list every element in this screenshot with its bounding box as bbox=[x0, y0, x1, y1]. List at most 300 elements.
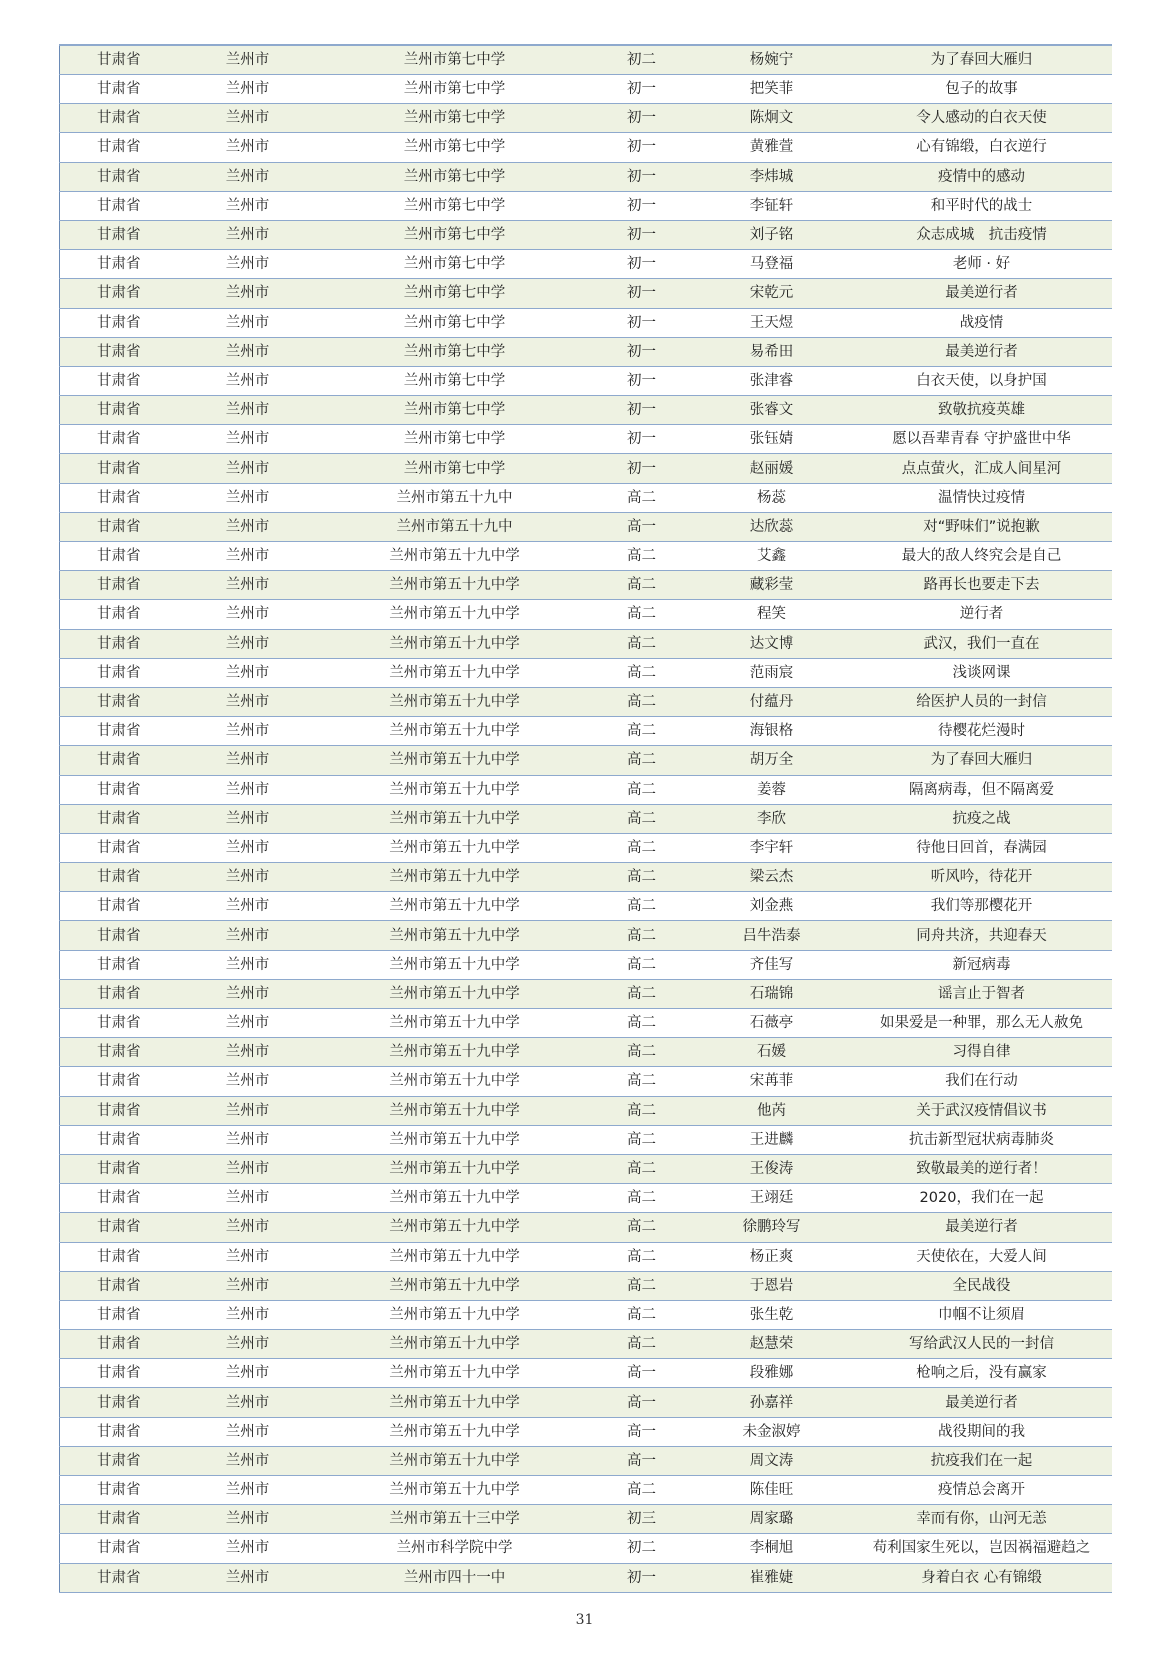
table-row bbox=[60, 717, 1112, 746]
city-cell: 兰州市 bbox=[178, 658, 318, 687]
school-cell: 兰州市第五十九中学 bbox=[318, 1271, 592, 1300]
province-cell: 甘肃省 bbox=[60, 1359, 178, 1388]
essay-title-cell: 新冠病毒 bbox=[852, 950, 1112, 979]
province-cell: 甘肃省 bbox=[60, 308, 178, 337]
grade-cell: 高二 bbox=[592, 658, 692, 687]
province-cell: 甘肃省 bbox=[60, 1213, 178, 1242]
essay-title-cell: 心有锦缎，白衣逆行 bbox=[852, 133, 1112, 162]
table-row bbox=[60, 133, 1112, 162]
essay-title-cell: 路再长也要走下去 bbox=[852, 571, 1112, 600]
grade-cell: 高二 bbox=[592, 1009, 692, 1038]
city-cell: 兰州市 bbox=[178, 863, 318, 892]
student-name-cell: 石薇亭 bbox=[692, 1009, 852, 1038]
city-cell: 兰州市 bbox=[178, 1359, 318, 1388]
city-cell: 兰州市 bbox=[178, 892, 318, 921]
essay-title-cell: 隔离病毒，但不隔离爱 bbox=[852, 775, 1112, 804]
grade-cell: 高二 bbox=[592, 1213, 692, 1242]
school-cell: 兰州市第五十九中学 bbox=[318, 1067, 592, 1096]
table-row bbox=[60, 1476, 1112, 1505]
essay-title-cell: 2020，我们在一起 bbox=[852, 1184, 1112, 1213]
school-cell: 兰州市第七中学 bbox=[318, 425, 592, 454]
city-cell: 兰州市 bbox=[178, 366, 318, 395]
table-row bbox=[60, 863, 1112, 892]
table-row bbox=[60, 1300, 1112, 1329]
province-cell: 甘肃省 bbox=[60, 1300, 178, 1329]
student-name-cell: 孙嘉祥 bbox=[692, 1388, 852, 1417]
essay-title-cell: 战疫情 bbox=[852, 308, 1112, 337]
student-name-cell: 王天煜 bbox=[692, 308, 852, 337]
table-row bbox=[60, 104, 1112, 133]
province-cell: 甘肃省 bbox=[60, 892, 178, 921]
student-name-cell: 杨正爽 bbox=[692, 1242, 852, 1271]
city-cell: 兰州市 bbox=[178, 950, 318, 979]
student-name-cell: 赵丽媛 bbox=[692, 454, 852, 483]
grade-cell: 初一 bbox=[592, 75, 692, 104]
grade-cell: 高一 bbox=[592, 1446, 692, 1475]
grade-cell: 高二 bbox=[592, 1476, 692, 1505]
school-cell: 兰州市第七中学 bbox=[318, 279, 592, 308]
grade-cell: 高二 bbox=[592, 979, 692, 1008]
grade-cell: 高二 bbox=[592, 1067, 692, 1096]
student-name-cell: 杨婉宁 bbox=[692, 45, 852, 75]
student-name-cell: 刘金燕 bbox=[692, 892, 852, 921]
student-name-cell: 达文博 bbox=[692, 629, 852, 658]
city-cell: 兰州市 bbox=[178, 600, 318, 629]
table-row bbox=[60, 658, 1112, 687]
table-row bbox=[60, 629, 1112, 658]
student-name-cell: 王俊涛 bbox=[692, 1154, 852, 1183]
essay-title-cell: 如果爱是一种罪，那么无人赦免 bbox=[852, 1009, 1112, 1038]
essay-title-cell: 抗疫之战 bbox=[852, 804, 1112, 833]
school-cell: 兰州市第五十九中学 bbox=[318, 833, 592, 862]
school-cell: 兰州市第七中学 bbox=[318, 75, 592, 104]
school-cell: 兰州市第五十九中学 bbox=[318, 1154, 592, 1183]
province-cell: 甘肃省 bbox=[60, 571, 178, 600]
student-name-cell: 赵慧荣 bbox=[692, 1330, 852, 1359]
city-cell: 兰州市 bbox=[178, 279, 318, 308]
essay-title-cell: 我们在行动 bbox=[852, 1067, 1112, 1096]
table-row bbox=[60, 1534, 1112, 1563]
province-cell: 甘肃省 bbox=[60, 366, 178, 395]
student-name-cell: 李欣 bbox=[692, 804, 852, 833]
city-cell: 兰州市 bbox=[178, 1446, 318, 1475]
city-cell: 兰州市 bbox=[178, 133, 318, 162]
essay-title-cell: 抗疫我们在一起 bbox=[852, 1446, 1112, 1475]
table-row bbox=[60, 1125, 1112, 1154]
student-name-cell: 张生乾 bbox=[692, 1300, 852, 1329]
essay-title-cell: 身着白衣 心有锦缎 bbox=[852, 1563, 1112, 1592]
school-cell: 兰州市第五十九中学 bbox=[318, 950, 592, 979]
city-cell: 兰州市 bbox=[178, 1154, 318, 1183]
province-cell: 甘肃省 bbox=[60, 1505, 178, 1534]
table-row bbox=[60, 75, 1112, 104]
essay-title-cell: 战役期间的我 bbox=[852, 1417, 1112, 1446]
province-cell: 甘肃省 bbox=[60, 220, 178, 249]
school-cell: 兰州市第五十九中学 bbox=[318, 892, 592, 921]
essay-title-cell: 白衣天使，以身护国 bbox=[852, 366, 1112, 395]
student-name-cell: 李桐旭 bbox=[692, 1534, 852, 1563]
student-name-cell: 李炜城 bbox=[692, 162, 852, 191]
school-cell: 兰州市第五十九中学 bbox=[318, 1388, 592, 1417]
city-cell: 兰州市 bbox=[178, 979, 318, 1008]
city-cell: 兰州市 bbox=[178, 1242, 318, 1271]
grade-cell: 初一 bbox=[592, 1563, 692, 1592]
province-cell: 甘肃省 bbox=[60, 162, 178, 191]
grade-cell: 高二 bbox=[592, 950, 692, 979]
school-cell: 兰州市第五十九中学 bbox=[318, 1476, 592, 1505]
student-name-cell: 藏彩莹 bbox=[692, 571, 852, 600]
grade-cell: 初一 bbox=[592, 308, 692, 337]
table-row bbox=[60, 483, 1112, 512]
grade-cell: 初一 bbox=[592, 279, 692, 308]
city-cell: 兰州市 bbox=[178, 717, 318, 746]
province-cell: 甘肃省 bbox=[60, 1242, 178, 1271]
table-row bbox=[60, 45, 1112, 75]
province-cell: 甘肃省 bbox=[60, 542, 178, 571]
student-name-cell: 达欣蕊 bbox=[692, 512, 852, 541]
table-row bbox=[60, 279, 1112, 308]
school-cell: 兰州市第五十九中学 bbox=[318, 1038, 592, 1067]
school-cell: 兰州市第五十九中学 bbox=[318, 1213, 592, 1242]
essay-title-cell: 谣言止于智者 bbox=[852, 979, 1112, 1008]
essay-title-cell: 和平时代的战士 bbox=[852, 191, 1112, 220]
entries-table-body bbox=[60, 45, 1112, 1592]
province-cell: 甘肃省 bbox=[60, 863, 178, 892]
table-row bbox=[60, 1213, 1112, 1242]
school-cell: 兰州市第五十九中学 bbox=[318, 775, 592, 804]
student-name-cell: 张钰婧 bbox=[692, 425, 852, 454]
grade-cell: 高二 bbox=[592, 1300, 692, 1329]
city-cell: 兰州市 bbox=[178, 571, 318, 600]
province-cell: 甘肃省 bbox=[60, 921, 178, 950]
city-cell: 兰州市 bbox=[178, 308, 318, 337]
essay-title-cell: 包子的故事 bbox=[852, 75, 1112, 104]
grade-cell: 高二 bbox=[592, 746, 692, 775]
essay-title-cell: 为了春回大雁归 bbox=[852, 45, 1112, 75]
student-name-cell: 宋苒菲 bbox=[692, 1067, 852, 1096]
grade-cell: 初一 bbox=[592, 220, 692, 249]
student-name-cell: 黄雅萱 bbox=[692, 133, 852, 162]
essay-title-cell: 待他日回首，春满园 bbox=[852, 833, 1112, 862]
essay-title-cell: 武汉，我们一直在 bbox=[852, 629, 1112, 658]
grade-cell: 初一 bbox=[592, 250, 692, 279]
city-cell: 兰州市 bbox=[178, 191, 318, 220]
grade-cell: 初一 bbox=[592, 337, 692, 366]
province-cell: 甘肃省 bbox=[60, 979, 178, 1008]
city-cell: 兰州市 bbox=[178, 162, 318, 191]
school-cell: 兰州市第五十九中学 bbox=[318, 1359, 592, 1388]
student-name-cell: 程笑 bbox=[692, 600, 852, 629]
school-cell: 兰州市第五十九中学 bbox=[318, 1417, 592, 1446]
province-cell: 甘肃省 bbox=[60, 1096, 178, 1125]
essay-title-cell: 待樱花烂漫时 bbox=[852, 717, 1112, 746]
city-cell: 兰州市 bbox=[178, 542, 318, 571]
student-name-cell: 陈炯文 bbox=[692, 104, 852, 133]
essay-title-cell: 逆行者 bbox=[852, 600, 1112, 629]
province-cell: 甘肃省 bbox=[60, 1038, 178, 1067]
province-cell: 甘肃省 bbox=[60, 104, 178, 133]
city-cell: 兰州市 bbox=[178, 1534, 318, 1563]
essay-title-cell: 我们等那樱花开 bbox=[852, 892, 1112, 921]
school-cell: 兰州市第五十九中 bbox=[318, 483, 592, 512]
city-cell: 兰州市 bbox=[178, 1009, 318, 1038]
province-cell: 甘肃省 bbox=[60, 191, 178, 220]
school-cell: 兰州市第七中学 bbox=[318, 104, 592, 133]
table-row bbox=[60, 425, 1112, 454]
table-row bbox=[60, 396, 1112, 425]
province-cell: 甘肃省 bbox=[60, 1476, 178, 1505]
city-cell: 兰州市 bbox=[178, 396, 318, 425]
city-cell: 兰州市 bbox=[178, 1125, 318, 1154]
school-cell: 兰州市第五十九中学 bbox=[318, 629, 592, 658]
grade-cell: 高二 bbox=[592, 1184, 692, 1213]
province-cell: 甘肃省 bbox=[60, 1271, 178, 1300]
essay-title-cell: 给医护人员的一封信 bbox=[852, 687, 1112, 716]
essay-title-cell: 众志成城 抗击疫情 bbox=[852, 220, 1112, 249]
city-cell: 兰州市 bbox=[178, 775, 318, 804]
student-name-cell: 宋乾元 bbox=[692, 279, 852, 308]
school-cell: 兰州市第五十九中学 bbox=[318, 863, 592, 892]
school-cell: 兰州市第五十九中学 bbox=[318, 1300, 592, 1329]
province-cell: 甘肃省 bbox=[60, 746, 178, 775]
table-row bbox=[60, 191, 1112, 220]
page-number: 31 bbox=[575, 1612, 594, 1628]
essay-title-cell: 疫情总会离开 bbox=[852, 1476, 1112, 1505]
grade-cell: 高二 bbox=[592, 717, 692, 746]
school-cell: 兰州市第五十九中学 bbox=[318, 1009, 592, 1038]
essay-title-cell: 幸而有你，山河无恙 bbox=[852, 1505, 1112, 1534]
city-cell: 兰州市 bbox=[178, 75, 318, 104]
student-name-cell: 马登福 bbox=[692, 250, 852, 279]
table-row bbox=[60, 1359, 1112, 1388]
province-cell: 甘肃省 bbox=[60, 1388, 178, 1417]
school-cell: 兰州市第七中学 bbox=[318, 337, 592, 366]
grade-cell: 高二 bbox=[592, 571, 692, 600]
province-cell: 甘肃省 bbox=[60, 658, 178, 687]
grade-cell: 高二 bbox=[592, 1330, 692, 1359]
student-name-cell: 姜蓉 bbox=[692, 775, 852, 804]
table-row bbox=[60, 1271, 1112, 1300]
school-cell: 兰州市第五十九中学 bbox=[318, 746, 592, 775]
grade-cell: 高二 bbox=[592, 1242, 692, 1271]
grade-cell: 高二 bbox=[592, 600, 692, 629]
province-cell: 甘肃省 bbox=[60, 396, 178, 425]
province-cell: 甘肃省 bbox=[60, 1330, 178, 1359]
province-cell: 甘肃省 bbox=[60, 1009, 178, 1038]
grade-cell: 初一 bbox=[592, 133, 692, 162]
essay-title-cell: 令人感动的白衣天使 bbox=[852, 104, 1112, 133]
school-cell: 兰州市第五十九中学 bbox=[318, 1446, 592, 1475]
table-row bbox=[60, 512, 1112, 541]
province-cell: 甘肃省 bbox=[60, 1154, 178, 1183]
province-cell: 甘肃省 bbox=[60, 1125, 178, 1154]
province-cell: 甘肃省 bbox=[60, 1184, 178, 1213]
student-name-cell: 艾鑫 bbox=[692, 542, 852, 571]
student-name-cell: 吕牛浩泰 bbox=[692, 921, 852, 950]
province-cell: 甘肃省 bbox=[60, 687, 178, 716]
table-row bbox=[60, 1388, 1112, 1417]
province-cell: 甘肃省 bbox=[60, 1417, 178, 1446]
school-cell: 兰州市第五十九中学 bbox=[318, 571, 592, 600]
grade-cell: 高二 bbox=[592, 542, 692, 571]
province-cell: 甘肃省 bbox=[60, 1067, 178, 1096]
entries-table bbox=[59, 44, 1112, 1593]
province-cell: 甘肃省 bbox=[60, 804, 178, 833]
grade-cell: 初一 bbox=[592, 454, 692, 483]
student-name-cell: 李宇轩 bbox=[692, 833, 852, 862]
city-cell: 兰州市 bbox=[178, 220, 318, 249]
essay-title-cell: 最美逆行者 bbox=[852, 337, 1112, 366]
province-cell: 甘肃省 bbox=[60, 833, 178, 862]
table-row bbox=[60, 542, 1112, 571]
essay-title-cell: 浅谈网课 bbox=[852, 658, 1112, 687]
grade-cell: 初一 bbox=[592, 104, 692, 133]
essay-title-cell: 天使依在，大爱人间 bbox=[852, 1242, 1112, 1271]
table-row bbox=[60, 220, 1112, 249]
table-row bbox=[60, 366, 1112, 395]
school-cell: 兰州市第五十九中学 bbox=[318, 804, 592, 833]
city-cell: 兰州市 bbox=[178, 1184, 318, 1213]
essay-title-cell: 最美逆行者 bbox=[852, 1388, 1112, 1417]
school-cell: 兰州市第五十九中学 bbox=[318, 921, 592, 950]
school-cell: 兰州市第七中学 bbox=[318, 45, 592, 75]
essay-title-cell: 写给武汉人民的一封信 bbox=[852, 1330, 1112, 1359]
student-name-cell: 石瑞锦 bbox=[692, 979, 852, 1008]
school-cell: 兰州市第五十九中学 bbox=[318, 1242, 592, 1271]
province-cell: 甘肃省 bbox=[60, 1563, 178, 1592]
city-cell: 兰州市 bbox=[178, 337, 318, 366]
grade-cell: 初三 bbox=[592, 1505, 692, 1534]
school-cell: 兰州市第五十九中学 bbox=[318, 687, 592, 716]
table-row bbox=[60, 1184, 1112, 1213]
student-name-cell: 梁云杰 bbox=[692, 863, 852, 892]
city-cell: 兰州市 bbox=[178, 1213, 318, 1242]
table-row bbox=[60, 687, 1112, 716]
grade-cell: 高二 bbox=[592, 892, 692, 921]
student-name-cell: 范雨宸 bbox=[692, 658, 852, 687]
city-cell: 兰州市 bbox=[178, 1038, 318, 1067]
essay-title-cell: 为了春回大雁归 bbox=[852, 746, 1112, 775]
grade-cell: 高二 bbox=[592, 1038, 692, 1067]
document-table-container bbox=[59, 44, 1111, 1593]
grade-cell: 高二 bbox=[592, 804, 692, 833]
province-cell: 甘肃省 bbox=[60, 425, 178, 454]
table-row bbox=[60, 250, 1112, 279]
table-row bbox=[60, 1096, 1112, 1125]
essay-title-cell: 对“野味们”说抱歉 bbox=[852, 512, 1112, 541]
table-row bbox=[60, 979, 1112, 1008]
school-cell: 兰州市第五十九中学 bbox=[318, 1096, 592, 1125]
city-cell: 兰州市 bbox=[178, 921, 318, 950]
table-row bbox=[60, 1446, 1112, 1475]
province-cell: 甘肃省 bbox=[60, 629, 178, 658]
school-cell: 兰州市第七中学 bbox=[318, 191, 592, 220]
province-cell: 甘肃省 bbox=[60, 512, 178, 541]
student-name-cell: 徐鹏玲写 bbox=[692, 1213, 852, 1242]
essay-title-cell: 巾帼不让须眉 bbox=[852, 1300, 1112, 1329]
city-cell: 兰州市 bbox=[178, 1563, 318, 1592]
city-cell: 兰州市 bbox=[178, 1330, 318, 1359]
grade-cell: 高二 bbox=[592, 833, 692, 862]
school-cell: 兰州市第五十九中 bbox=[318, 512, 592, 541]
student-name-cell: 刘子铭 bbox=[692, 220, 852, 249]
essay-title-cell: 同舟共济，共迎春天 bbox=[852, 921, 1112, 950]
table-row bbox=[60, 1009, 1112, 1038]
table-row bbox=[60, 1330, 1112, 1359]
province-cell: 甘肃省 bbox=[60, 337, 178, 366]
province-cell: 甘肃省 bbox=[60, 133, 178, 162]
student-name-cell: 张睿文 bbox=[692, 396, 852, 425]
province-cell: 甘肃省 bbox=[60, 1446, 178, 1475]
student-name-cell: 王翊廷 bbox=[692, 1184, 852, 1213]
city-cell: 兰州市 bbox=[178, 512, 318, 541]
essay-title-cell: 听风吟，待花开 bbox=[852, 863, 1112, 892]
school-cell: 兰州市第七中学 bbox=[318, 308, 592, 337]
student-name-cell: 陈佳旺 bbox=[692, 1476, 852, 1505]
school-cell: 兰州市第七中学 bbox=[318, 133, 592, 162]
essay-title-cell: 温情快过疫情 bbox=[852, 483, 1112, 512]
city-cell: 兰州市 bbox=[178, 250, 318, 279]
student-name-cell: 胡万全 bbox=[692, 746, 852, 775]
table-row bbox=[60, 571, 1112, 600]
school-cell: 兰州市第五十九中学 bbox=[318, 600, 592, 629]
table-row bbox=[60, 775, 1112, 804]
city-cell: 兰州市 bbox=[178, 833, 318, 862]
city-cell: 兰州市 bbox=[178, 1067, 318, 1096]
essay-title-cell: 枪响之后，没有赢家 bbox=[852, 1359, 1112, 1388]
grade-cell: 高二 bbox=[592, 1154, 692, 1183]
grade-cell: 高二 bbox=[592, 687, 692, 716]
table-row bbox=[60, 950, 1112, 979]
grade-cell: 初一 bbox=[592, 396, 692, 425]
table-row bbox=[60, 600, 1112, 629]
essay-title-cell: 致敬抗疫英雄 bbox=[852, 396, 1112, 425]
city-cell: 兰州市 bbox=[178, 1505, 318, 1534]
student-name-cell: 张津睿 bbox=[692, 366, 852, 395]
table-row bbox=[60, 892, 1112, 921]
table-row bbox=[60, 454, 1112, 483]
city-cell: 兰州市 bbox=[178, 1417, 318, 1446]
table-row bbox=[60, 308, 1112, 337]
grade-cell: 高二 bbox=[592, 863, 692, 892]
table-row bbox=[60, 833, 1112, 862]
city-cell: 兰州市 bbox=[178, 483, 318, 512]
province-cell: 甘肃省 bbox=[60, 250, 178, 279]
grade-cell: 高二 bbox=[592, 483, 692, 512]
essay-title-cell: 苟利国家生死以，岂因祸福避趋之 bbox=[852, 1534, 1112, 1563]
school-cell: 兰州市第五十九中学 bbox=[318, 658, 592, 687]
province-cell: 甘肃省 bbox=[60, 483, 178, 512]
table-row bbox=[60, 1563, 1112, 1592]
grade-cell: 初一 bbox=[592, 191, 692, 220]
table-row bbox=[60, 746, 1112, 775]
province-cell: 甘肃省 bbox=[60, 950, 178, 979]
essay-title-cell: 愿以吾辈青春 守护盛世中华 bbox=[852, 425, 1112, 454]
province-cell: 甘肃省 bbox=[60, 45, 178, 75]
essay-title-cell: 最美逆行者 bbox=[852, 279, 1112, 308]
student-name-cell: 石媛 bbox=[692, 1038, 852, 1067]
essay-title-cell: 致敬最美的逆行者！ bbox=[852, 1154, 1112, 1183]
table-row bbox=[60, 1242, 1112, 1271]
school-cell: 兰州市第五十九中学 bbox=[318, 979, 592, 1008]
student-name-cell: 段雅娜 bbox=[692, 1359, 852, 1388]
school-cell: 兰州市第五十三中学 bbox=[318, 1505, 592, 1534]
school-cell: 兰州市第五十九中学 bbox=[318, 717, 592, 746]
student-name-cell: 海银格 bbox=[692, 717, 852, 746]
city-cell: 兰州市 bbox=[178, 1096, 318, 1125]
province-cell: 甘肃省 bbox=[60, 279, 178, 308]
school-cell: 兰州市第七中学 bbox=[318, 250, 592, 279]
